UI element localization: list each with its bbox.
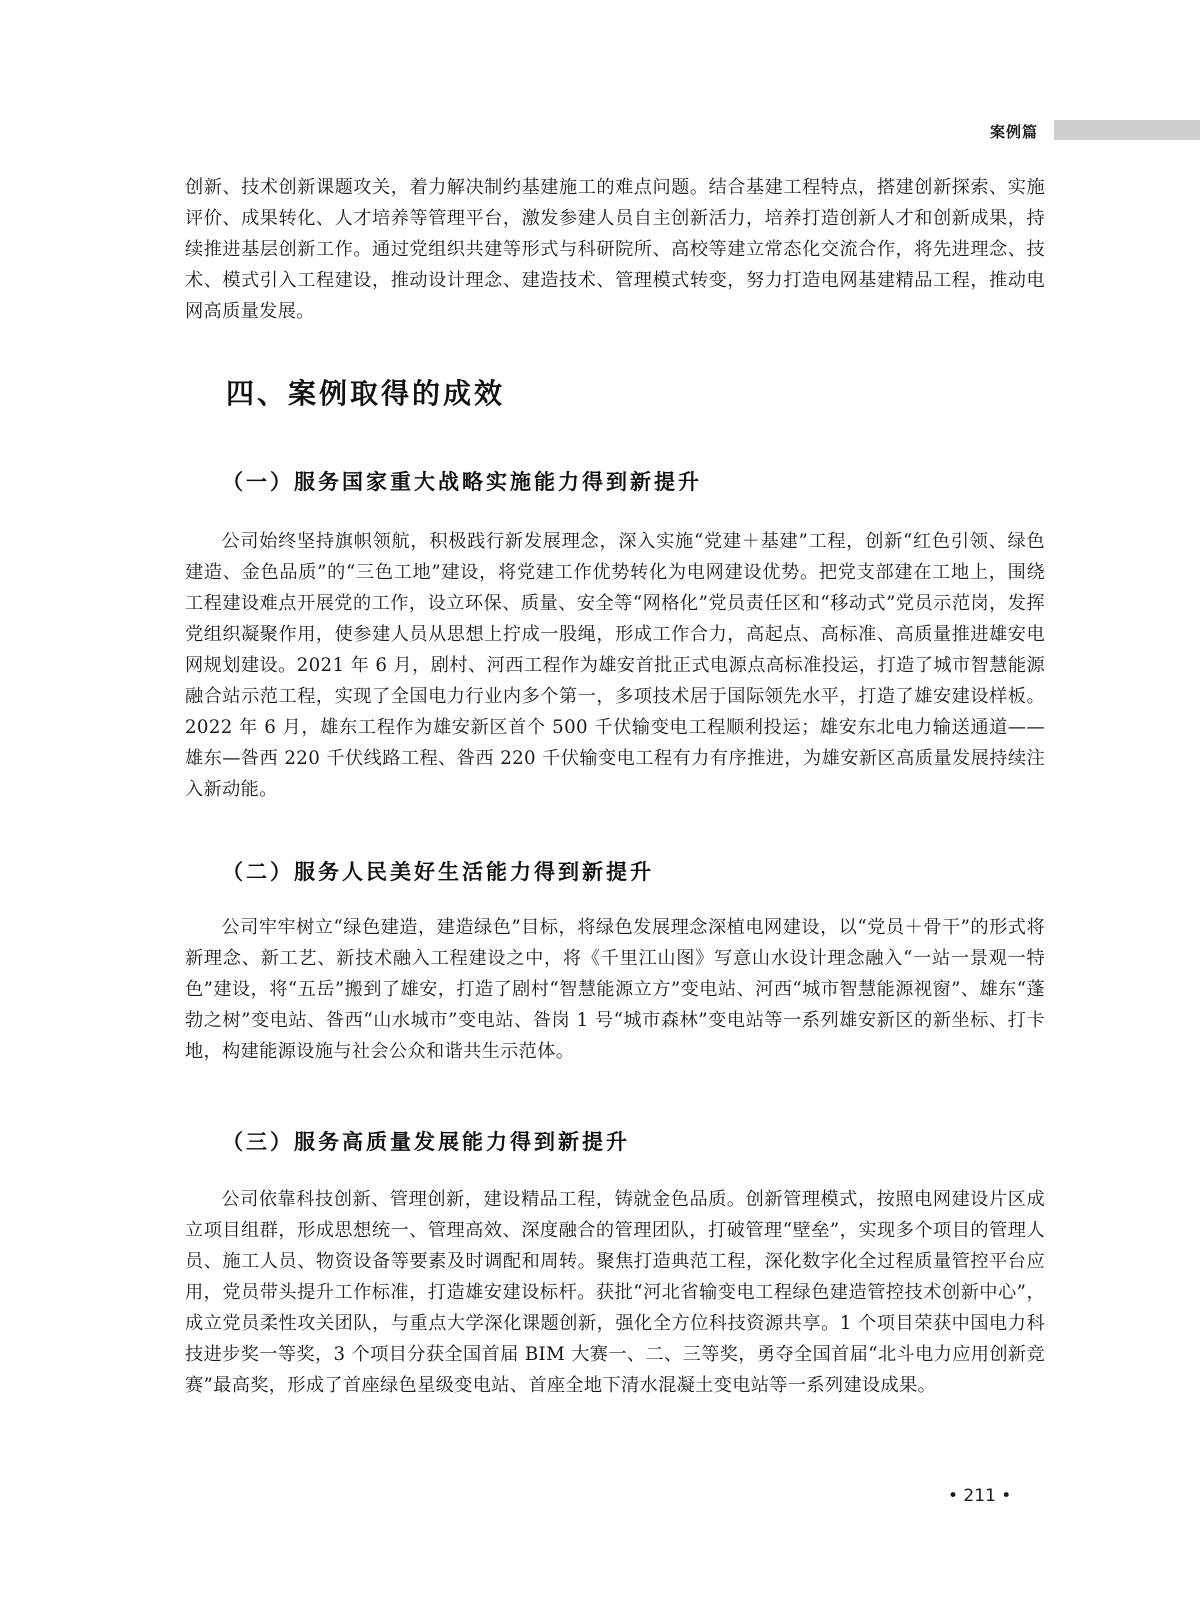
subsection-heading-3: （三）服务高质量发展能力得到新提升 xyxy=(222,1129,630,1154)
subsection-body-3-block xyxy=(185,1184,1045,1401)
section-title: 四、案例取得的成效 xyxy=(226,377,506,410)
subsection-heading-1: （一）服务国家重大战略实施能力得到新提升 xyxy=(222,469,702,494)
subsection-body-1-block xyxy=(185,526,1045,805)
subsection-body-1: 公司始终坚持旗帜领航，积极践行新发展理念，深入实施“党建＋基建”工程，创新“红色引领、绿色建造、金色品质”的“三色工地”建设，将党建工作优势转化为电网建设优势。把党支部建在工地上，围绕工程建设难点开展党的工作，设立环保、质量、安全等“网格化”党员责任区和“移动式”党员示范岗，发挥党组织凝聚作用，使参建人员从思想上拧成一股绳，形成工作合力，高起点、高标准、高质量推进雄安电网规划建设。2021 年 6 月，剧村、河西工程作为雄安首批正式电源点高标准投运，打造了城市智慧能源融合站示范工程，实现了全国电力行业内多个第一，多项技术居于国际领先水平，打造了雄安建设样板。2022 年 6 月，雄东工程作为雄安新区首个 500 千伏输变电工程顺利投运；雄安东北电力输送通道——雄东—昝西 220 千伏线路工程、昝西 220 千伏输变电工程有力有序推进，为雄安新区高质量发展持续注入新动能。 xyxy=(185,531,1045,800)
subsection-body-2: 公司牢牢树立“绿色建造，建造绿色”目标，将绿色发展理念深植电网建设，以“党员＋骨干”的形式将新理念、新工艺、新技术融入工程建设之中，将《千里江山图》写意山水设计理念融入“一站一景观一特色”建设，将“五岳”搬到了雄安，打造了剧村“智慧能源立方”变电站、河西“城市智慧能源视窗”、雄东“蓬勃之树”变电站、昝西“山水城市”变电站、昝岗 1 号“城市森林”变电站等一系列雄安新区的新坐标、打卡地，构建能源设施与社会公众和谐共生示范体。 xyxy=(185,917,1045,1062)
section-label-bar xyxy=(1054,120,1200,140)
page-number: • 211 • xyxy=(948,1486,1012,1506)
subsection-body-3: 公司依靠科技创新、管理创新，建设精品工程，铸就金色品质。创新管理模式，按照电网建设片区成立项目组群，形成思想统一、管理高效、深度融合的管理团队，打破管理“壁垒”，实现多个项目的管理人员、施工人员、物资设备等要素及时调配和周转。聚焦打造典范工程，深化数字化全过程质量管控平台应用，党员带头提升工作标准，打造雄安建设标杆。获批“河北省输变电工程绿色建造管控技术创新中心”，成立党员柔性攻关团队，与重点大学深化课题创新，强化全方位科技资源共享。1 个项目荣获中国电力科技进步奖一等奖，3 个项目分获全国首届 BIM 大赛一、二、三等奖，勇夺全国首届“北斗电力应用创新竞赛”最高奖，形成了首座绿色星级变电站、首座全地下清水混凝土变电站等一系列建设成果。 xyxy=(185,1189,1045,1396)
subsection-body-2-block xyxy=(185,912,1045,1067)
intro-paragraph: 创新、技术创新课题攻关，着力解决制约基建施工的难点问题。结合基建工程特点，搭建创新探索、实施评价、成果转化、人才培养等管理平台，激发参建人员自主创新活力，培养打造创新人才和创新成果，持续推进基层创新工作。通过党组织共建等形式与科研院所、高校等建立常态化交流合作，将先进理念、技术、模式引入工程建设，推动设计理念、建造技术、管理模式转变，努力打造电网基建精品工程，推动电网高质量发展。 xyxy=(185,177,1045,322)
subsection-heading-2: （二）服务人民美好生活能力得到新提升 xyxy=(222,859,654,884)
section-label: 案例篇 xyxy=(990,123,1039,141)
intro-block xyxy=(185,172,1045,327)
